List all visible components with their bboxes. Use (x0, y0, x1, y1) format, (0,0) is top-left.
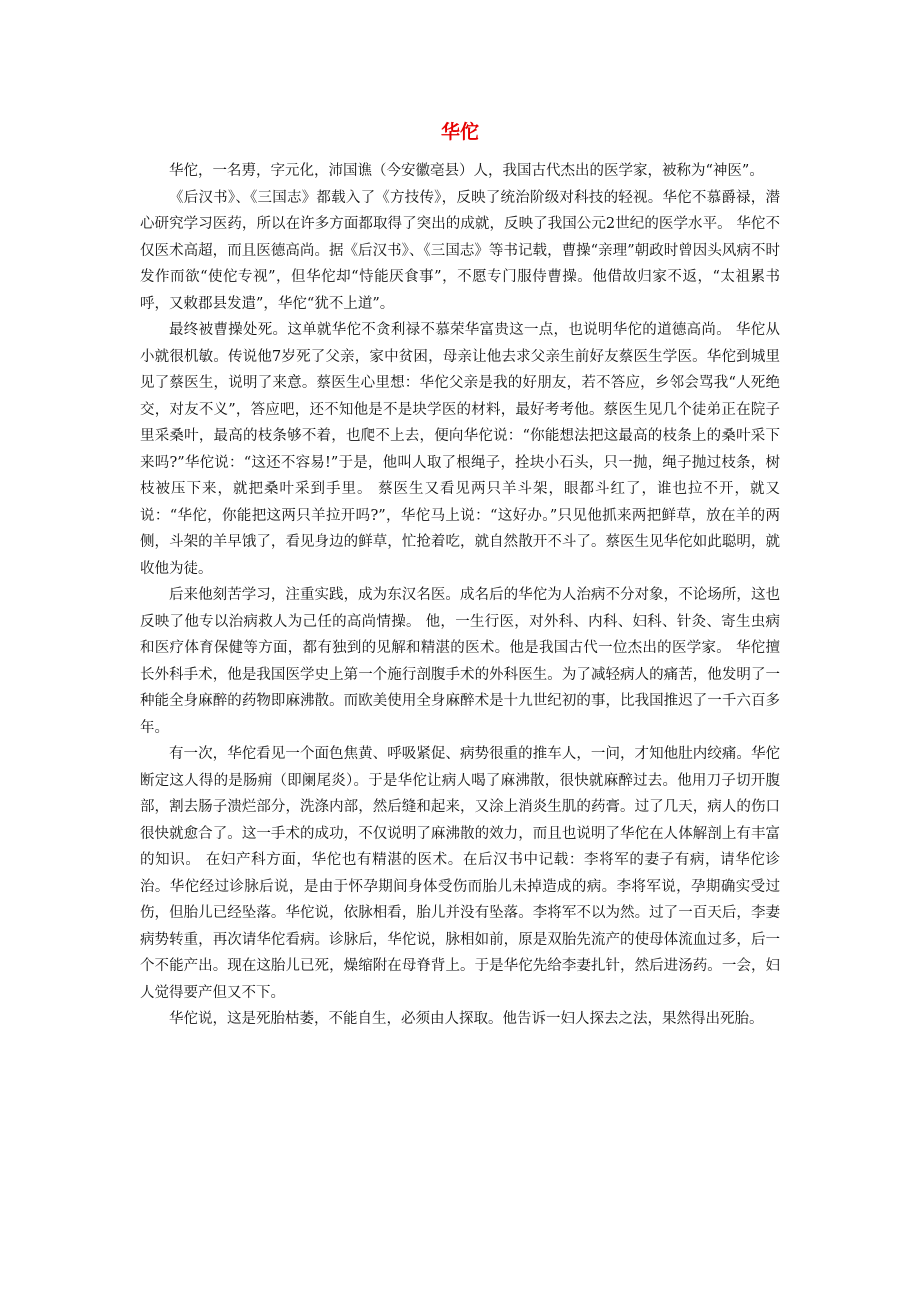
document-body (140, 158, 780, 1033)
paragraph-5: 有一次，华佗看见一个面色焦黄、呼吸紧促、病势很重的推车人，一问，才知他肚内绞痛。华佗断定这人得的是肠痈（即阑尾炎）。于是华佗让病人喝了麻沸散，很快就麻醉过去。他用刀子切开腹部，割去肠子溃烂部分，洗涤内部，然后缝和起来，又涂上消炎生肌的药膏。过了几天，病人的伤口很快就愈合了。这一手术的成功，不仅说明了麻沸散的效力，而且也说明了华佗在人体解剖上有丰富的知识。 在妇产科方面，华佗也有精湛的医术。在后汉书中记载：李将军的妻子有病，请华佗诊治。华佗经过诊脉后说，是由于怀孕期间身体受伤而胎儿未掉造成的病。李将军说，孕期确实受过伤，但胎儿已经坠落。华佗说，依脉相看，胎儿并没有坠落。李将军不以为然。过了一百天后，李妻病势转重，再次请华佗看病。诊脉后，华佗说，脉相如前，原是双胎先流产的使母体流血过多，后一个不能产出。现在这胎儿已死，燥缩附在母脊背上。于是华佗先给李妻扎针，然后进汤药。一会，妇人觉得要产但又不下。 (140, 746, 780, 1001)
paragraph-2: 《后汉书》、《三国志》都载入了《方技传》，反映了统治阶级对科技的轻视。华佗不慕爵禄，潜心研究学习医药，所以在许多方面都取得了突出的成就，反映了我国公元2世纪的医学水平。 华佗不仅医术高超，而且医德高尚。据《后汉书》、《三国志》等书记载，曹操“亲理”朝政时曾因头风病不时发作而欲“使佗专视”，但华佗却“恃能厌食事”，不愿专门服侍曹操。他借故归家不返，“太祖累书呼，又敕郡县发遣”，华佗“犹不上道”。 (140, 189, 780, 312)
paragraph-1: 华佗，一名旉，字元化，沛国谯（今安徽亳县）人，我国古代杰出的医学家，被称为“神医”。 (169, 163, 764, 179)
document-title: 华佗 (440, 121, 479, 143)
paragraph-3: 最终被曹操处死。这单就华佗不贪利禄不慕荣华富贵这一点，也说明华佗的道德高尚。 华佗从小就很机敏。传说他7岁死了父亲，家中贫困，母亲让他去求父亲生前好友蔡医生学医。华佗到城里见了蔡医生，说明了来意。蔡医生心里想：华佗父亲是我的好朋友，若不答应，乡邻会骂我“人死绝交，对友不义”，答应吧，还不知他是不是块学医的材料，最好考考他。蔡医生见几个徒弟正在院子里采桑叶，最高的枝条够不着，也爬不上去，便向华佗说：“你能想法把这最高的枝条上的桑叶采下来吗?”华佗说：“这还不容易!”于是，他叫人取了根绳子，拴块小石头，只一抛，绳子抛过枝条，树枝被压下来，就把桑叶采到手里。 蔡医生又看见两只羊斗架，眼都斗红了，谁也拉不开，就又说：“华佗，你能把这两只羊拉开吗?”，华佗马上说：“这好办。”只见他抓来两把鲜草，放在羊的两侧，斗架的羊早饿了，看见身边的鲜草，忙抢着吃，就自然散开不斗了。蔡医生见华佗如此聪明，就收他为徒。 (140, 322, 780, 577)
paragraph-4: 后来他刻苦学习，注重实践，成为东汉名医。成名后的华佗为人治病不分对象，不论场所，这也反映了他专以治病救人为己任的高尚情操。 他，一生行医，对外科、内科、妇科、针灸、寄生虫病和医疗体育保健等方面，都有独到的见解和精湛的医术。他是我国古代一位杰出的医学家。 华佗擅长外科手术，他是我国医学史上第一个施行剖腹手术的外科医生。为了减轻病人的痛苦，他发明了一种能全身麻醉的药物即麻沸散。而欧美使用全身麻醉术是十九世纪初的事，比我国推迟了一千六百多年。 (140, 587, 780, 736)
paragraph-6: 华佗说，这是死胎枯萎，不能自生，必须由人探取。他告诉一妇人探去之法，果然得出死胎。 (169, 1011, 764, 1027)
